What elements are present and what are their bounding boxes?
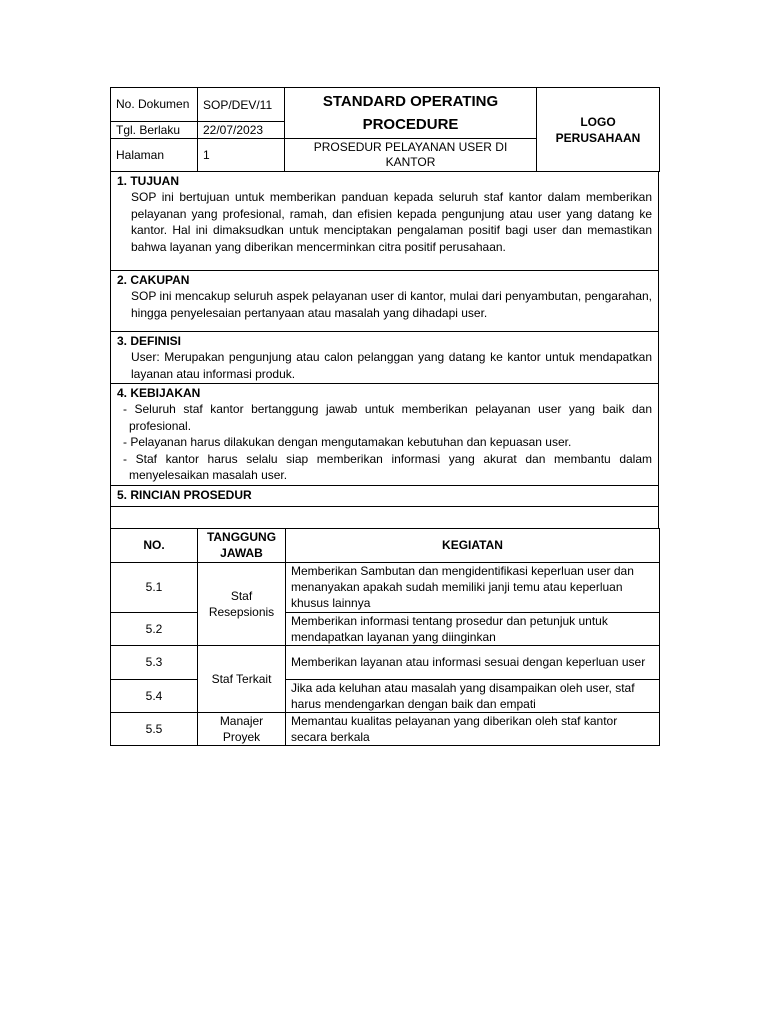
table-row <box>111 679 660 712</box>
document-title: STANDARD OPERATING PROCEDURE <box>285 88 537 139</box>
section-tujuan <box>111 172 659 271</box>
policy-item: - Staf kantor harus selalu siap memberikan informasi yang akurat dan membantu dalam menyelesaikan masalah user. <box>123 451 652 482</box>
activity-cell: Memberikan layanan atau informasi sesuai dengan keperluan user <box>286 645 660 679</box>
section-title: 5. RINCIAN PROSEDUR <box>117 487 252 502</box>
section-body: SOP ini mencakup seluruh aspek pelayanan user di kantor, mulai dari penyambutan, pengarahan, hingga penyelesaian pertanyaan atau masalah yang dihadapi user. <box>131 289 652 320</box>
effective-date-value: 22/07/2023 <box>198 122 285 139</box>
doc-no-value: SOP/DEV/11 <box>198 88 285 122</box>
activity-cell: Memberikan informasi tentang prosedur dan petunjuk untuk mendapatkan layanan yang diinginkan <box>286 612 660 645</box>
column-header-activity: KEGIATAN <box>286 528 660 562</box>
policy-item: - Pelayanan harus dilakukan dengan mengutamakan kebutuhan dan kepuasan user. <box>123 435 572 449</box>
step-number: 5.4 <box>111 679 198 712</box>
section-title: 4. KEBIJAKAN <box>117 386 201 400</box>
activity-cell: Jika ada keluhan atau masalah yang disampaikan oleh user, staf harus mendengarkan dengan baik dan empati <box>286 679 660 712</box>
header-table <box>110 87 660 172</box>
section-body: SOP ini bertujuan untuk memberikan panduan kepada seluruh staf kantor dalam memberikan pelayanan yang profesional, ramah, dan efisien kepada pengunjung atau user yang datang ke kantor. Hal ini dimaksudkan untuk menciptakan pengalaman positif bagi user dan memastikan bahwa layanan yang diberikan mencerminkan citra positif perusahaan. <box>131 190 652 254</box>
page-label: Halaman <box>111 139 198 172</box>
column-header-no: NO. <box>111 528 198 562</box>
section-title: 3. DEFINISI <box>117 334 182 348</box>
responsibility-cell: Staf Terkait <box>198 645 286 712</box>
activity-cell: Memberikan Sambutan dan mengidentifikasi keperluan user dan menanyakan apakah sudah memiliki janji temu atau keperluan khusus lainnya <box>286 562 660 612</box>
step-number: 5.3 <box>111 645 198 679</box>
responsibility-cell: Manajer Proyek <box>198 712 286 745</box>
effective-date-label: Tgl. Berlaku <box>111 122 198 139</box>
table-row <box>111 562 660 612</box>
document-subtitle: PROSEDUR PELAYANAN USER DI KANTOR <box>285 139 537 172</box>
section-definisi <box>111 332 659 384</box>
step-number: 5.1 <box>111 562 198 612</box>
sop-document <box>110 87 659 746</box>
section-title: 2. CAKUPAN <box>117 273 190 287</box>
step-number: 5.2 <box>111 612 198 645</box>
section-rincian <box>111 485 659 506</box>
page-value: 1 <box>198 139 285 172</box>
section-cakupan <box>111 271 659 332</box>
sections-table <box>110 171 659 529</box>
doc-no-label: No. Dokumen <box>111 88 198 122</box>
company-logo-placeholder: LOGO PERUSAHAAN <box>537 88 660 172</box>
responsibility-cell: Staf Resepsionis <box>198 562 286 645</box>
step-number: 5.5 <box>111 712 198 745</box>
table-row <box>111 612 660 645</box>
section-kebijakan <box>111 384 659 486</box>
policy-item: - Seluruh staf kantor bertanggung jawab untuk memberikan pelayanan user yang baik dan profesional. <box>123 402 652 433</box>
section-title: 1. TUJUAN <box>117 174 180 188</box>
activity-cell: Memantau kualitas pelayanan yang diberikan oleh staf kantor secara berkala <box>286 712 660 745</box>
procedure-table <box>110 528 660 746</box>
spacer-row <box>111 506 659 528</box>
column-header-responsibility: TANGGUNG JAWAB <box>198 528 286 562</box>
table-row <box>111 712 660 745</box>
section-body: User: Merupakan pengunjung atau calon pelanggan yang datang ke kantor untuk mendapatkan layanan atau informasi produk. <box>131 350 652 381</box>
table-row <box>111 645 660 679</box>
